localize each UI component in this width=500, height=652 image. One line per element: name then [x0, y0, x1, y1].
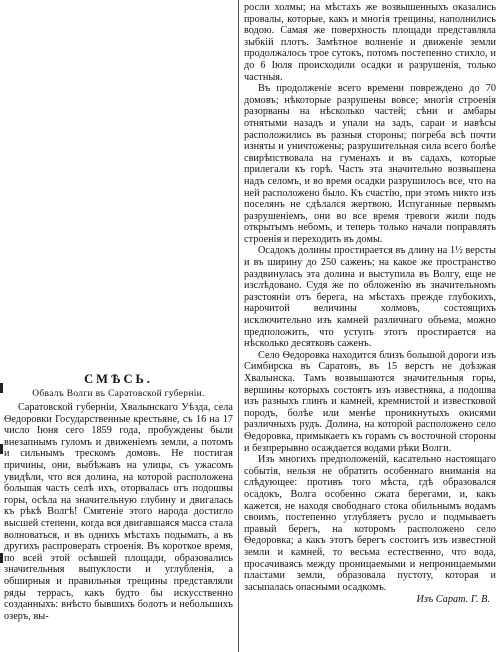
- paragraph: Село Ѳедоровка находится близъ большой дороги изъ Симбирска въ Саратовъ, въ 15 верстъ не доѣзжая Хвалынска. Тамъ возвышаются значительныя горы, вершины которыхъ состоятъ изъ известняка, а подошва изъ разныхъ глинъ и камней, кремнистой и известковой породъ, болѣе или менѣе проникнутыхъ окисями различныхъ рудъ. Долина, на которой расположено село Ѳедоровка, примыкаетъ къ горамъ съ восточной стороны и безпрерывно осаждается водами рѣки Волги.: [244, 349, 496, 454]
- right-column: [244, 2, 496, 650]
- paragraph: Изъ многихъ предположеній, касательно настоящаго событія, нельзя не обратить особеннаго вниманія на слѣдующее: противъ того мѣста, гдѣ образовался осадокъ, Волга особенно сжата берегами, и, какъ кажется, не находя свободнаго стока обильнымъ водамъ своимъ, постепенно углубляетъ русло и подмываетъ правый берегъ, на которомъ расположено село Ѳедоровка; а какъ этотъ берегъ состоитъ изъ известной земли и камней, то весьма естественно, что вода, просачиваясь между проницаемыми и непроницаемыми пластами земли, образовала пустоту, которая и засыпалась опасными осадкомъ.: [244, 454, 496, 593]
- section-title: СМѢСЬ.: [84, 372, 153, 386]
- paragraph: Въ продолженіе всего времени повреждено до 70 домовъ; нѣкоторые разрушены вовсе; многія строенія разорваны на нѣсколько частей; сѣни и амбары отнятыми назадъ и упали на задъ, сараи и навѣсы расположились въ разныя стороны; погреба всѣ почти изняты и уничтожены; разрушительная сила всего болѣе свирѣпствовала на гуменахъ и въ садахъ, которые прилегали къ горѣ. Часть эта значительно возвышена надъ селомъ, и во время осадки разрушилось все, что на ней расположено было. Къ счастію, при этомъ никто изъ поселянъ не сдѣлался жертвою. Испуганные первымъ разрушеніемъ, они во все время тревоги жили подъ открытымъ небомъ, и теперь только начали поправлять строенія и переходить въ домы.: [244, 83, 496, 245]
- column-divider: [238, 0, 239, 652]
- print-edge-mark: [0, 553, 3, 563]
- print-edge-mark: [0, 444, 3, 454]
- paragraph: росли холмы; на мѣстахъ же возвышенныхъ оказались провалы, которые, какъ и многія трещины, наполнились водою. Самая же поверхность площади представляла зыбкій плотъ. Замѣтное волненіе и движеніе земли продолжалось трое сутокъ, потомъ постепенно стихло, и до 6 Іюля происходили осадки и разрушенія, только частныя.: [244, 2, 496, 83]
- paragraph: Осадокъ долины простирается въ длину на 1½ версты и въ ширину до 250 саженъ; на какое же пространство раздвинулась эта долина и выступила въ Волгу, еще не изслѣдовано. Судя же по обложенію въ значительномъ разстояніи отъ берега, на мѣстахъ прежде глубокихъ, нарочитой величины холмовъ, состоящихъ исключительно изъ камней различнаго объема, можно предположить, что уступъ этотъ простирается на нѣсколько десятковъ саженъ.: [244, 245, 496, 350]
- article-title: Обвалъ Волги въ Саратовской губерніи.: [32, 389, 205, 399]
- blank-margin: [0, 0, 236, 368]
- paragraph: Саратовской губерніи, Хвалынскаго Уѣзда, села Ѳедоровки Государственные крестьяне, съ 16 на 17 число Іюня сего 1859 года, пробуждены были внезапнымъ гуломъ и движеніемъ земли, а потомъ и сильнымъ трескомъ домовъ. Не постигая причины, они, выбѣжавъ на улицы, съ ужасомъ увидѣли, что вся долина, на которой расположена большая часть селѣ ихъ, оторвалась отъ подошвы горы, осѣла на значительную глубину и двигалась къ рѣкѣ Волгѣ! Смятеніе этого народа достигло высшей степени, когда вся двигавшаяся масса стала волноваться, и въ однихъ мѣстахъ подымать, а въ другихъ распроверать строенія. Въ короткое время, по всей этой осѣвшей площади, образовались значительныя выпуклости и углубленія, а обширныя и правильныя трещины представляли ряды террасъ, какъ будто бы искусственно созданныхъ: внѣсто бывшихъ болотъ и небольшихъ озеръ, вы-: [4, 402, 233, 622]
- signature: Изъ Сарат. Г. В.: [416, 594, 490, 606]
- print-edge-mark: [0, 383, 3, 393]
- left-column: [4, 372, 233, 650]
